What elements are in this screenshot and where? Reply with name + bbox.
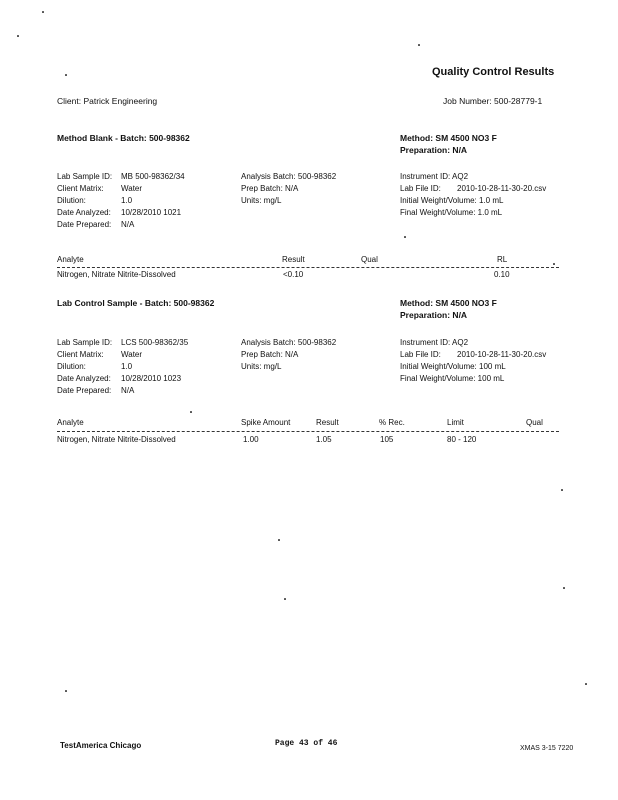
mb-prep-batch: Prep Batch: N/A	[241, 184, 299, 193]
lcs-client-matrix-label: Client Matrix:	[57, 350, 104, 359]
lcs-client-matrix: Water	[121, 350, 143, 359]
lcs-analysis-batch: Analysis Batch: 500-98362	[241, 338, 337, 347]
scan-speck	[42, 11, 44, 13]
lcs-col-spike-amount: Spike Amount	[241, 418, 291, 427]
lcs-date-analyzed-label: Date Analyzed:	[57, 374, 111, 383]
lcs-lab-file-id: 2010-10-28-11-30-20.csv	[457, 350, 547, 359]
lcs-table-rule	[57, 431, 559, 432]
lcs-lab-file-id-label: Lab File ID:	[400, 350, 441, 359]
scan-speck	[284, 598, 286, 600]
client-line: Client: Patrick Engineering	[57, 96, 158, 106]
method-blank-preparation: Preparation: N/A	[400, 145, 468, 155]
mb-row-result: <0.10	[283, 270, 304, 279]
mb-col-result: Result	[282, 255, 305, 264]
mb-row-rl: 0.10	[494, 270, 510, 279]
mb-date-analyzed-label: Date Analyzed:	[57, 208, 111, 217]
lcs-preparation: Preparation: N/A	[400, 310, 468, 320]
lcs-date-prepared: N/A	[121, 386, 135, 395]
lcs-dilution: 1.0	[121, 362, 133, 371]
lcs-date-analyzed: 10/28/2010 1023	[121, 374, 182, 383]
scan-speck	[418, 44, 420, 46]
mb-date-prepared: N/A	[121, 220, 135, 229]
mb-lab-sample-id-label: Lab Sample ID:	[57, 172, 113, 181]
mb-dilution-label: Dilution:	[57, 196, 86, 205]
scan-speck	[190, 411, 192, 413]
lcs-final-weight: Final Weight/Volume: 100 mL	[400, 374, 505, 383]
job-number: Job Number: 500-28779-1	[443, 96, 543, 106]
lcs-col-limit: Limit	[447, 418, 464, 427]
scan-speck	[553, 263, 555, 265]
footer-company: TestAmerica Chicago	[60, 741, 142, 750]
footer-doc-id: XMAS 3-15 7220	[520, 745, 574, 752]
mb-dilution: 1.0	[121, 196, 133, 205]
lcs-col-qual: Qual	[526, 418, 543, 427]
mb-final-weight: Final Weight/Volume: 1.0 mL	[400, 208, 503, 217]
lcs-units: Units: mg/L	[241, 362, 282, 371]
mb-units: Units: mg/L	[241, 196, 282, 205]
mb-lab-file-id-label: Lab File ID:	[400, 184, 441, 193]
mb-row-analyte: Nitrogen, Nitrate Nitrite-Dissolved	[57, 270, 176, 279]
mb-lab-file-id: 2010-10-28-11-30-20.csv	[457, 184, 547, 193]
lcs-method: Method: SM 4500 NO3 F	[400, 298, 497, 308]
mb-client-matrix-label: Client Matrix:	[57, 184, 104, 193]
lcs-row-result: 1.05	[316, 435, 332, 444]
lcs-row-limit: 80 - 120	[447, 435, 477, 444]
scan-speck	[17, 35, 19, 37]
scan-speck	[585, 683, 587, 685]
lcs-row-spike-amount: 1.00	[243, 435, 259, 444]
lcs-initial-weight: Initial Weight/Volume: 100 mL	[400, 362, 506, 371]
lcs-heading: Lab Control Sample - Batch: 500-98362	[57, 298, 215, 308]
scan-speck	[563, 587, 565, 589]
lcs-row-pct-rec: 105	[380, 435, 394, 444]
method-blank-method: Method: SM 4500 NO3 F	[400, 133, 497, 143]
lcs-row-analyte: Nitrogen, Nitrate Nitrite-Dissolved	[57, 435, 176, 444]
method-blank-heading: Method Blank - Batch: 500-98362	[57, 133, 190, 143]
scan-speck	[561, 489, 563, 491]
lcs-date-prepared-label: Date Prepared:	[57, 386, 112, 395]
lcs-col-analyte: Analyte	[57, 418, 84, 427]
scan-speck	[65, 690, 67, 692]
mb-date-analyzed: 10/28/2010 1021	[121, 208, 182, 217]
page-title: Quality Control Results	[432, 66, 555, 78]
lcs-instrument-id: Instrument ID: AQ2	[400, 338, 469, 347]
scan-speck	[404, 236, 406, 238]
mb-client-matrix: Water	[121, 184, 143, 193]
mb-table-rule	[57, 267, 559, 268]
lcs-lab-sample-id-label: Lab Sample ID:	[57, 338, 113, 347]
mb-analysis-batch: Analysis Batch: 500-98362	[241, 172, 337, 181]
mb-initial-weight: Initial Weight/Volume: 1.0 mL	[400, 196, 504, 205]
scan-speck	[65, 74, 67, 76]
mb-col-qual: Qual	[361, 255, 378, 264]
mb-instrument-id: Instrument ID: AQ2	[400, 172, 469, 181]
lcs-prep-batch: Prep Batch: N/A	[241, 350, 299, 359]
footer-page-number: Page 43 of 46	[275, 739, 338, 748]
mb-date-prepared-label: Date Prepared:	[57, 220, 112, 229]
scan-speck	[278, 539, 280, 541]
lcs-lab-sample-id: LCS 500-98362/35	[121, 338, 189, 347]
lcs-dilution-label: Dilution:	[57, 362, 86, 371]
mb-col-analyte: Analyte	[57, 255, 84, 264]
lcs-col-result: Result	[316, 418, 339, 427]
mb-col-rl: RL	[497, 255, 508, 264]
lcs-col-pct-rec: % Rec.	[379, 418, 405, 427]
mb-lab-sample-id: MB 500-98362/34	[121, 172, 185, 181]
